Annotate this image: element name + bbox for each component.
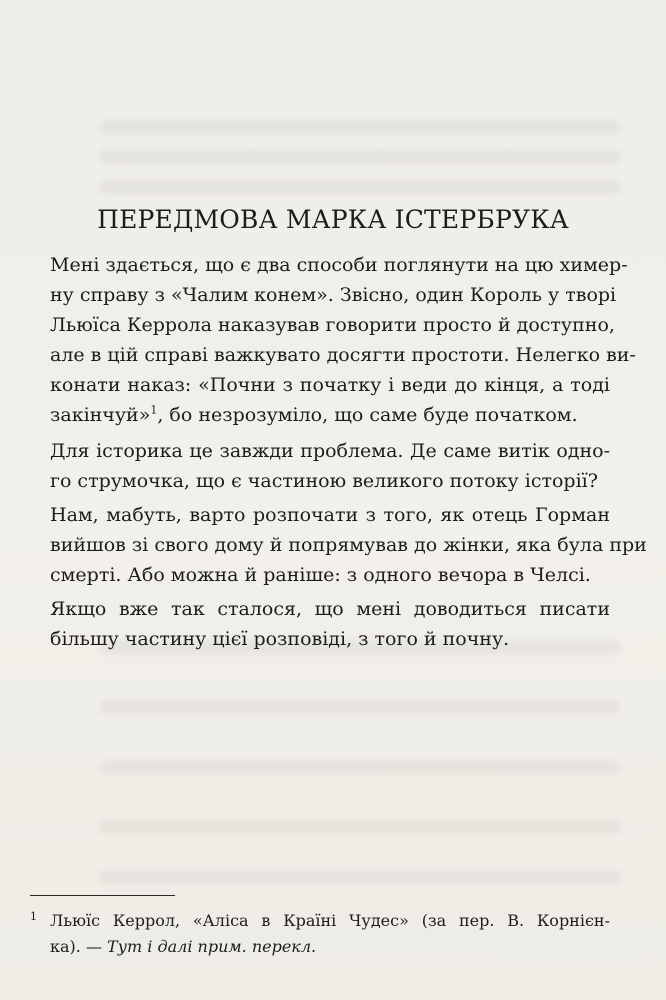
text-line: ну справу з «Чалим конем». Звісно, один Король у творі — [50, 284, 617, 306]
text-line: Для історика це завжди проблема. Де саме витік одно- — [50, 440, 610, 462]
text-line: але в цій справі важкувато досягти простоти. Нелегко ви- — [50, 344, 636, 366]
text-line: го струмочка, що є частиною великого потоку історії? — [50, 470, 598, 492]
footnote-line — [50, 934, 610, 960]
show-through-shadow — [100, 870, 620, 884]
text-line: смерті. Або можна й раніше: з одного вечора в Челсі. — [50, 564, 591, 586]
footnote — [30, 908, 610, 960]
paragraph-2 — [50, 436, 610, 496]
paragraph-3 — [50, 500, 647, 590]
footnote-text: ка). — — [50, 937, 108, 956]
text-line: вийшов зі свого дому й попрямував до жінки, яка була при — [50, 534, 647, 556]
paragraph-4 — [50, 594, 610, 654]
show-through-shadow — [100, 120, 620, 134]
chapter-heading: ПЕРЕДМОВА МАРКА ІСТЕРБРУКА — [97, 205, 569, 234]
show-through-shadow — [100, 150, 620, 164]
text-line: Нам, мабуть, варто розпочати з того, як отець Горман — [50, 504, 610, 526]
text-line: Льюїса Керрола наказував говорити просто й доступно, — [50, 314, 615, 336]
footnote-body — [30, 908, 610, 960]
show-through-shadow — [100, 820, 620, 834]
text-line: конати наказ: «Почни з початку і веди до кінця, а тоді — [50, 374, 610, 396]
text-line: Мені здається, що є два способи поглянути на цю химер- — [50, 254, 628, 276]
text-line: більшу частину цієї розповіді, з того й почну. — [50, 628, 510, 650]
text-fragment: закінчуй» — [50, 404, 151, 426]
show-through-shadow — [100, 760, 620, 774]
footnote-divider — [30, 895, 175, 896]
text-line: Якщо вже так сталося, що мені доводиться писати — [50, 598, 610, 620]
text-fragment: , бо незрозуміло, що саме буде початком. — [157, 404, 578, 426]
footnote-reference[interactable]: 1 — [150, 403, 158, 417]
footnote-mark: 1 — [30, 910, 37, 923]
show-through-shadow — [100, 700, 620, 714]
show-through-shadow — [100, 180, 620, 194]
footnote-italic-note: Тут і далі прим. перекл. — [107, 937, 317, 956]
footnote-line: Льюїс Керрол, «Аліса в Країні Чудес» (за пер. В. Корнієн- — [50, 911, 610, 930]
paragraph-1 — [50, 250, 636, 430]
text-line — [50, 400, 610, 430]
body-text — [50, 250, 647, 658]
